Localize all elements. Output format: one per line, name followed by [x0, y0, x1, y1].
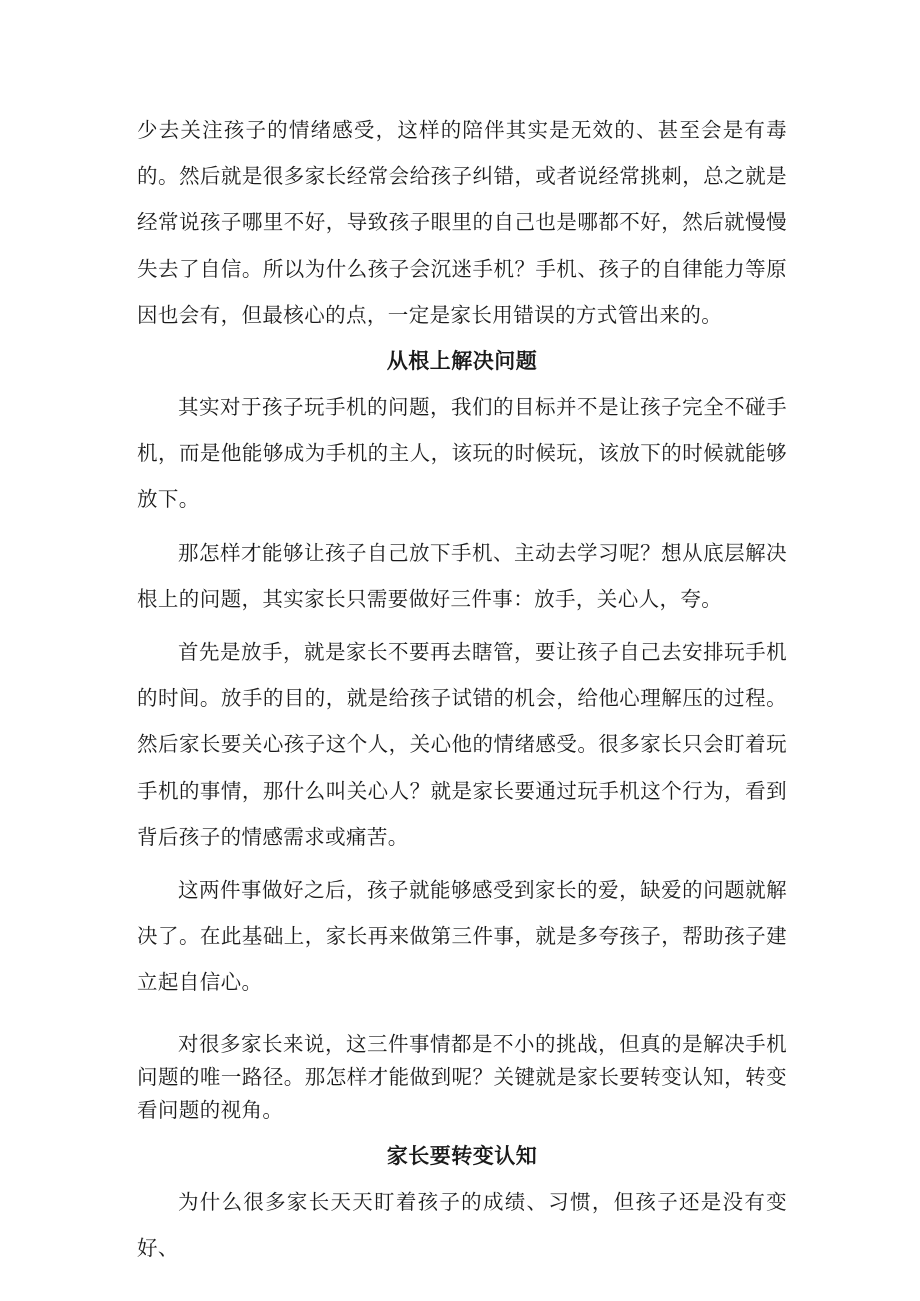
paragraph-5: 这两件事做好之后，孩子就能够感受到家长的爱，缺爱的问题就解决了。在此基础上，家长再来做第三件事，就是多夸孩子，帮助孩子建立起自信心。 [137, 878, 787, 995]
paragraph-7: 为什么很多家长天天盯着孩子的成绩、习惯，但孩子还是没有变好、 [137, 1189, 787, 1260]
paragraph-1: 少去关注孩子的情绪感受，这样的陪伴其实是无效的、甚至会是有毒的。然后就是很多家长经常会给孩子纠错，或者说经常挑刺，总之就是经常说孩子哪里不好，导致孩子眼里的自己也是哪都不好，然后就慢慢失去了自信。所以为什么孩子会沉迷手机？手机、孩子的自律能力等原因也会有，但最核心的点，一定是家长用错误的方式管出来的。 [137, 118, 787, 327]
paragraph-2: 其实对于孩子玩手机的问题，我们的目标并不是让孩子完全不碰手机，而是他能够成为手机的主人，该玩的时候玩，该放下的时候就能够放下。 [137, 395, 787, 512]
section-heading-solve-root: 从根上解决问题 [386, 348, 538, 374]
document-page [137, 0, 787, 1271]
paragraph-3: 那怎样才能够让孩子自己放下手机、主动去学习呢？想从底层解决根上的问题，其实家长只需要做好三件事：放手，关心人，夸。 [137, 540, 787, 611]
paragraph-6: 对很多家长来说，这三件事情都是不小的挑战，但真的是解决手机问题的唯一路径。那怎样才能做到呢？关键就是家长要转变认知，转变看问题的视角。 [137, 1031, 787, 1122]
paragraph-4: 首先是放手，就是家长不要再去瞎管，要让孩子自己去安排玩手机的时间。放手的目的，就是给孩子试错的机会，给他心理解压的过程。然后家长要关心孩子这个人，关心他的情绪感受。很多家长只会盯着玩手机的事情，那什么叫关心人？就是家长要通过玩手机这个行为，看到背后孩子的情感需求或痛苦。 [137, 640, 787, 849]
section-heading-change-cognition: 家长要转变认知 [386, 1142, 538, 1168]
